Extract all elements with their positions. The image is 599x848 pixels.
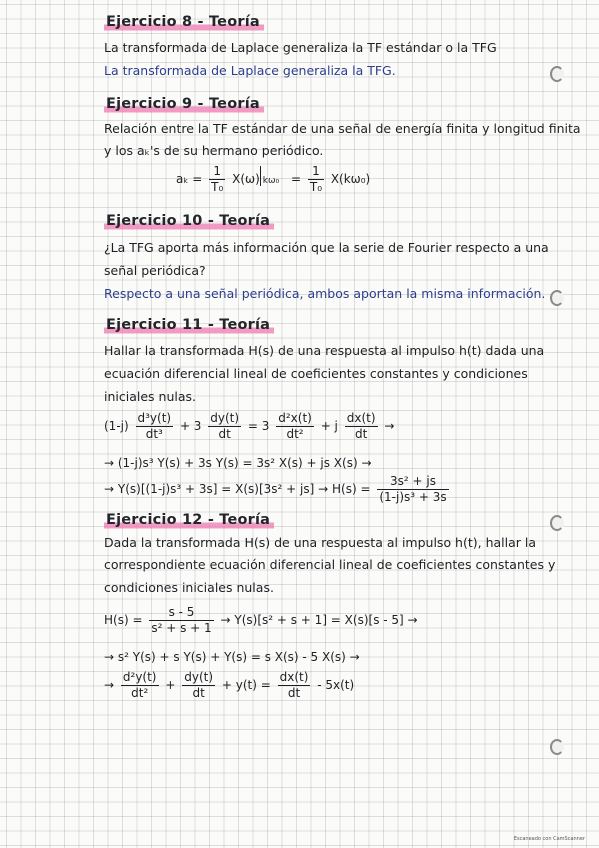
ex11-e1-plus-j: + j [320,419,338,433]
ex11-question-line-2: ecuación diferencial lineal de coeficientes constantes y condiciones [104,366,528,381]
ex11-e1-f2-den: dt [218,427,231,441]
ex9-question-line-1: Relación entre la TF estándar de una señal de energía finita y longitud finita [104,121,581,136]
ex12-e3-mid: + y(t) = [221,678,271,692]
ex10-question-line-2: señal periódica? [104,263,206,278]
ex11-e3-num: 3s² + js [377,474,448,490]
ex12-e3-tail: - 5x(t) [317,678,355,692]
ex11-e1-eq: = 3 [247,419,270,433]
ex9-f2-den: T₀ [309,180,322,194]
ex9-fraction-2 [308,164,324,195]
ex12-question-line-1: Dada la transformada H(s) de una respuesta al impulso h(t), hallar la [104,535,537,550]
ex9-formula [176,164,370,195]
ex8-answer: La transformada de Laplace generaliza la TFG. [104,63,396,78]
ex12-heading: Ejercicio 12 - Teoría [104,512,274,531]
ex12-question-line-2: correspondiente ecuación diferencial lineal de coeficientes constantes y [104,557,556,572]
ex12-e1-lhs: H(s) = [104,613,143,627]
ex12-e3-frac-2 [182,670,215,701]
ex12-e3-f1-den: dt² [131,686,149,700]
binder-ring-icon [550,739,564,755]
ex12-e1-rest: → Y(s)[s² + s + 1] = X(s)[s - 5] → [220,613,418,627]
ex12-e3-arrow: → [104,678,115,692]
ex9-f1-eval-sub: kω₀ [260,166,279,186]
ex12-e1-den: s² + s + 1 [151,621,212,635]
ex9-f2-num: 1 [308,164,324,180]
ex11-e1-arrow: → [384,419,395,433]
ex12-e3-f2-num: dy(t) [184,670,214,684]
ex11-e1-frac-1 [136,411,174,442]
ex12-equation-2: → s² Y(s) + s Y(s) + Y(s) = s X(s) - 5 X(s) → [104,650,360,664]
ex12-e1-num: s - 5 [149,605,213,621]
ex11-e1-f2-num: dy(t) [210,411,240,425]
ex12-question-line-3: condiciones iniciales nulas. [104,580,274,595]
ex9-formula-eq: = [290,172,302,186]
scanner-watermark: Escaneado con CamScanner [513,836,585,842]
ex12-e3-plus: + [165,678,176,692]
ex12-e1-frac [149,605,213,636]
ex9-f1-num: 1 [209,164,225,180]
binder-ring-icon [550,290,564,306]
ex10-question-line-1: ¿La TFG aporta más información que la serie de Fourier respecto a una [104,240,549,255]
ex11-e1-frac-4 [345,411,378,442]
ex12-e3-f3-num: dx(t) [279,670,309,684]
ex11-heading: Ejercicio 11 - Teoría [104,317,274,336]
ex9-fraction-1 [209,164,225,195]
ex12-equation-1 [104,605,418,636]
ex12-equation-3 [104,670,354,701]
ex11-e1-frac-2 [208,411,241,442]
ex12-e3-frac-1 [121,670,159,701]
ex10-heading: Ejercicio 10 - Teoría [104,213,274,232]
ex11-question-line-3: iniciales nulas. [104,389,196,404]
binder-ring-icon [550,515,564,531]
ex11-e1-f3-den: dt² [286,427,304,441]
binder-ring-icon [550,66,564,82]
ex11-e1-f1-den: dt³ [145,427,163,441]
ex9-formula-lhs: aₖ = [176,172,203,186]
ex9-f2-tail: X(kω₀) [330,172,371,186]
ex11-e1-coef: (1-j) [104,419,129,433]
ex11-e1-f4-den: dt [354,427,368,441]
ex11-equation-2: → (1-j)s³ Y(s) + 3s Y(s) = 3s² X(s) + js X(s) → [104,456,372,470]
ex11-e1-frac-3 [276,411,314,442]
ex9-question-line-2: y los aₖ's de su hermano periódico. [104,143,324,158]
ex9-f1-tail: X(ω) [232,172,260,186]
ex12-e3-f1-num: d²y(t) [122,670,157,684]
ex8-heading: Ejercicio 8 - Teoría [104,14,264,33]
ex12-e3-f2-den: dt [192,686,205,700]
ex11-e1-f1-num: d³y(t) [137,411,172,425]
ex11-e3-den: (1-j)s³ + 3s [379,490,447,504]
ex11-e1-f3-num: d²x(t) [278,411,312,425]
ex11-question-line-1: Hallar la transformada H(s) de una respuesta al impulso h(t) dada una [104,343,545,358]
ex11-equation-1 [104,411,394,442]
ex10-answer: Respecto a una señal periódica, ambos aportan la misma información. [104,286,546,301]
ex11-e3-text: → Y(s)[(1-j)s³ + 3s] = X(s)[3s² + js] → H(s) = [104,482,371,496]
ex12-e3-frac-3 [278,670,311,701]
ex12-e3-f3-den: dt [287,686,301,700]
ex11-e3-frac [377,474,448,505]
ex9-heading: Ejercicio 9 - Teoría [104,96,264,115]
ex9-f1-den: T₀ [211,180,224,194]
ex8-question: La transformada de Laplace generaliza la TF estándar o la TFG [104,40,497,55]
ex11-equation-3 [104,474,452,505]
ex11-e1-f4-num: dx(t) [346,411,376,425]
ex11-e1-plus: + 3 [179,419,202,433]
